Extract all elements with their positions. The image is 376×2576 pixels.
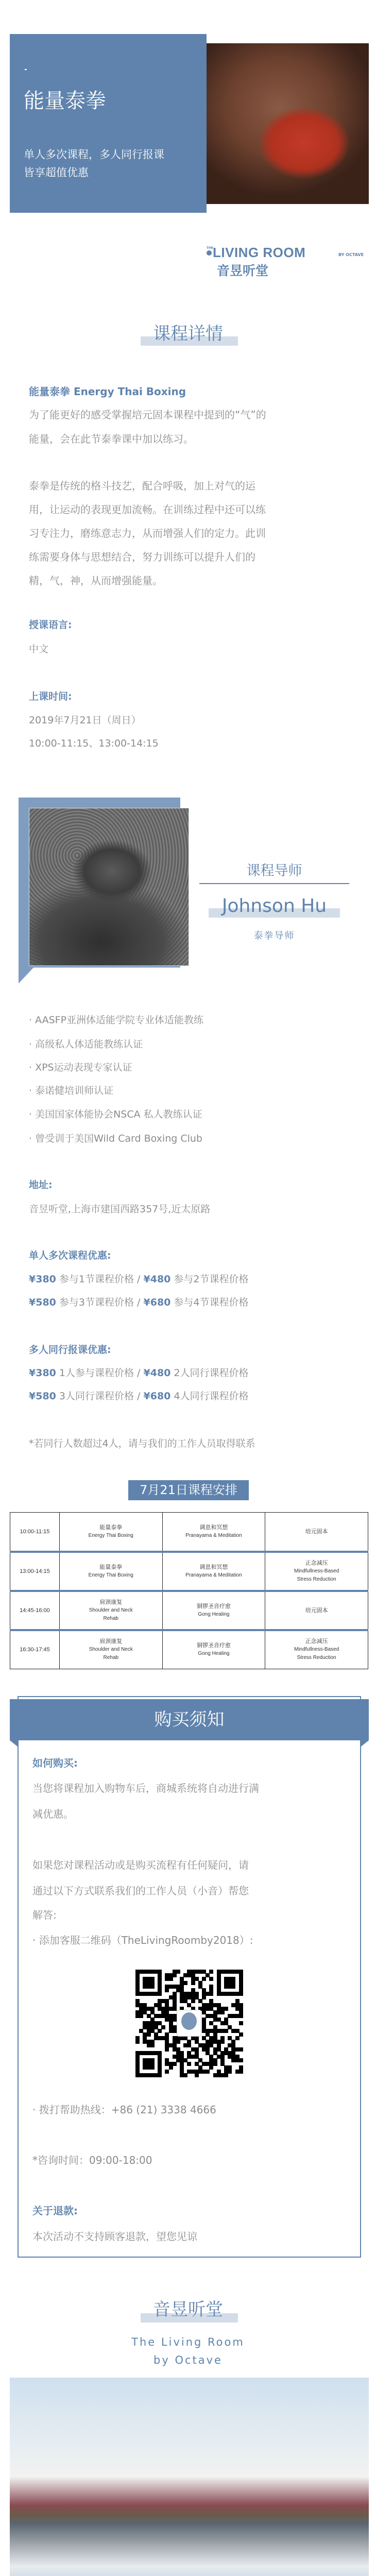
venue-title: 音昱听堂 — [153, 2299, 223, 2320]
schedule-cell — [162, 1552, 265, 1591]
qr-module — [239, 2058, 243, 2062]
qr-module — [239, 1992, 243, 1996]
class-date: 2019年7月21日（周日） — [29, 715, 141, 726]
qr-module — [150, 2065, 155, 2070]
qr-module — [176, 1970, 180, 1974]
hero-title: 能量泰拳 — [24, 89, 106, 113]
qr-module — [165, 1988, 169, 1992]
class-name-zh: 铜锣圣音疗愈 — [196, 1642, 231, 1649]
schedule-time: 14:45-16:00 — [10, 1591, 60, 1630]
refund-text: 本次活动不支持顾客退款，望您见谅 — [32, 2230, 197, 2243]
class-name-en: Mindfullness-Based — [294, 1568, 339, 1574]
course-desc-1: 泰拳是传统的格斗技艺，配合呼吸，加上对气的运 — [29, 480, 255, 492]
course-name: 能量泰拳 Energy Thai Boxing — [29, 385, 186, 398]
hero-dash: - — [24, 65, 27, 74]
qr-module — [224, 2007, 228, 2011]
course-desc-5: 精，气，神，从而增强能量。 — [29, 574, 163, 587]
coach-heading: 课程导师 — [246, 863, 302, 879]
single-discount-label: 单人多次课程优惠: — [29, 1250, 111, 1261]
qr-module — [135, 2040, 140, 2044]
credential-item: · XPS运动表现专家认证 — [29, 1062, 132, 1073]
wechat-qr-code-icon[interactable] — [135, 1970, 243, 2077]
contact-line: 通过以下方式联系我们的工作人员（小音）帮您 — [32, 1885, 249, 1897]
course-intro-2: 能量，会在此节泰拳课中加以练习。 — [29, 433, 194, 445]
qr-center-logo-icon — [177, 2010, 201, 2037]
logo-name: LIVING ROOM — [213, 245, 306, 260]
qr-module — [139, 2014, 143, 2018]
group-note: *若同行人数超过4人，请与我们的工作人员取得联系 — [29, 1438, 255, 1449]
course-desc-4: 练需要身体与思想结合，努力训练可以提升人们的 — [29, 551, 255, 563]
venue-en-2: by Octave — [153, 2354, 223, 2366]
qr-module — [191, 1981, 195, 1985]
class-name-zh: 调息和冥想 — [199, 1524, 228, 1531]
how-to-buy-line: 当您将课程加入购物车后，商城系统将自动进行满 — [32, 1782, 259, 1794]
qr-module — [209, 2065, 213, 2070]
qr-module — [165, 2047, 169, 2052]
credential-item: · 曾受训于美国Wild Card Boxing Club — [29, 1133, 202, 1144]
schedule-time: 10:00-11:15 — [10, 1513, 60, 1552]
qr-module — [158, 2029, 162, 2033]
language-label: 授课语言: — [29, 619, 72, 631]
consult-hours: *咨询时间：09:00-18:00 — [32, 2154, 152, 2166]
qr-module — [231, 1985, 235, 1989]
class-name-en: Rehab — [103, 1655, 118, 1661]
schedule-cell — [59, 1630, 162, 1669]
coach-frame-corner — [19, 967, 34, 984]
schedule-cell — [265, 1591, 368, 1630]
schedule-title: 7月21日课程安排 — [128, 1480, 249, 1500]
qr-module — [176, 2040, 180, 2044]
credential-item: · 美国国家体能协会NSCA 私人教练认证 — [29, 1109, 202, 1120]
schedule-table — [10, 1512, 368, 1669]
contact-line: 如果您对课程活动或是购买流程有任何疑问，请 — [32, 1859, 249, 1871]
schedule-cell — [265, 1513, 368, 1552]
qr-module — [183, 2073, 187, 2077]
refund-label: 关于退款: — [32, 2205, 78, 2217]
class-name-zh: 培元固本 — [305, 1528, 328, 1535]
logo-by: BY OCTAVE — [338, 252, 364, 257]
coach-photo — [29, 808, 189, 966]
price-row — [29, 1390, 351, 1402]
qr-module — [158, 2073, 162, 2077]
logo-the: THE — [207, 246, 214, 250]
purchase-header-wing-right — [361, 1740, 369, 1747]
course-section-title: 课程详情 — [153, 324, 223, 344]
qr-module — [239, 2070, 243, 2074]
qr-module — [147, 2032, 151, 2037]
time-label: 上课时间: — [29, 691, 72, 702]
class-name-en: Gong Healing — [198, 1611, 230, 1617]
qr-module — [224, 2029, 228, 2033]
language-value: 中文 — [29, 643, 49, 655]
class-name-zh: 调息和冥想 — [199, 1564, 228, 1570]
price: ¥580 — [29, 1391, 56, 1402]
price: ¥480 — [143, 1367, 171, 1379]
class-name-zh: 肩颈康复 — [99, 1599, 123, 1605]
schedule-cell — [162, 1630, 265, 1669]
schedule-cell — [265, 1630, 368, 1669]
class-name-zh: 能量泰拳 — [99, 1524, 123, 1531]
price: ¥480 — [143, 1274, 171, 1285]
qr-module — [150, 1985, 155, 1989]
price-desc: 2人同行课程价格 — [170, 1367, 249, 1379]
qr-module — [209, 1992, 213, 1996]
qr-module — [224, 2073, 228, 2077]
qr-module — [183, 1981, 187, 1985]
qr-module — [239, 2032, 243, 2037]
qr-bullet: · 添加客服二维码（TheLivingRoomby2018）: — [32, 1934, 253, 1946]
qr-module — [150, 2043, 155, 2047]
class-name-en: Shoulder and Neck — [89, 1607, 133, 1613]
hero-subtitle-1: 单人多次课程，多人同行报课 — [24, 148, 164, 161]
coach-role: 泰拳导师 — [253, 930, 295, 941]
qr-module — [161, 2025, 165, 2029]
class-name-zh: 能量泰拳 — [99, 1564, 123, 1570]
schedule-cell — [162, 1591, 265, 1630]
course-desc-3: 习专注力，磨练意志力，从而增强人们的定力。此训 — [29, 527, 266, 539]
schedule-cell — [265, 1552, 368, 1591]
price-desc: 4人同行课程价格 — [170, 1391, 249, 1402]
schedule-row — [10, 1513, 368, 1552]
qr-module — [228, 2070, 232, 2074]
schedule-cell — [59, 1591, 162, 1630]
class-name-zh: 肩颈康复 — [99, 1638, 123, 1645]
price-row — [29, 1273, 351, 1285]
how-to-buy-line: 减优惠。 — [32, 1808, 74, 1820]
qr-module — [213, 2062, 217, 2066]
qr-module — [239, 2021, 243, 2025]
class-name-en: Stress Reduction — [297, 1576, 336, 1582]
qr-module — [202, 1995, 206, 1999]
class-name-en: Shoulder and Neck — [89, 1647, 133, 1653]
class-name-en: Mindfullness-Based — [294, 1647, 339, 1653]
qr-module — [209, 1970, 213, 1974]
qr-module — [165, 2070, 169, 2074]
schedule-cell — [59, 1513, 162, 1552]
qr-module — [169, 2065, 173, 2070]
price: ¥580 — [29, 1297, 56, 1308]
logo-emblem-icon — [207, 250, 212, 256]
address-value: 音昱听堂,上海市建国西路357号,近太原路 — [29, 1204, 211, 1215]
qr-module — [202, 1977, 206, 1981]
class-name-en: Energy Thai Boxing — [88, 1532, 133, 1538]
courtyard-pool-photo — [10, 2378, 369, 2576]
contact-line: 解答: — [32, 1909, 57, 1921]
credential-item: · 泰诺健培训师认证 — [29, 1085, 114, 1096]
schedule-time: 16:30-17:45 — [10, 1630, 60, 1669]
schedule-cell — [162, 1513, 265, 1552]
purchase-title: 购买须知 — [10, 1699, 369, 1740]
qr-module — [173, 1973, 177, 1977]
price-desc: 3人同行课程价格 / — [56, 1391, 144, 1402]
hero-subtitle-2: 皆享超值优惠 — [24, 166, 89, 179]
qr-module — [173, 2062, 177, 2066]
qr-module — [173, 2029, 177, 2033]
brand-logo — [207, 245, 371, 281]
course-intro-1: 为了能更好的感受掌握培元固本课程中提到的“气”的 — [29, 409, 266, 421]
price: ¥380 — [29, 1367, 56, 1379]
qr-module — [187, 2062, 191, 2066]
credential-item: · AASFP亚洲体适能学院专业体适能教练 — [29, 1014, 204, 1026]
qr-module — [191, 1999, 195, 2003]
logo-chinese: 音昱听堂 — [217, 263, 269, 278]
class-name-en: Gong Healing — [198, 1651, 230, 1657]
qr-module — [195, 2073, 199, 2077]
class-name-zh: 正念减压 — [305, 1638, 328, 1645]
class-name-zh: 铜锣圣音疗愈 — [196, 1603, 231, 1609]
price-row — [29, 1367, 351, 1379]
class-name-zh: 培元固本 — [305, 1607, 328, 1614]
price-desc: 参与4节课程价格 — [170, 1297, 249, 1308]
class-name-en: Pranayama & Meditation — [185, 1532, 242, 1538]
schedule-cell — [59, 1552, 162, 1591]
price-desc: 参与2节课程价格 — [170, 1274, 249, 1285]
schedule-row — [10, 1630, 368, 1669]
qr-module — [173, 2018, 177, 2022]
brand-emblem-icon — [181, 2012, 197, 2030]
group-discount-label: 多人同行报课优惠: — [29, 1344, 111, 1355]
qr-module — [209, 1977, 213, 1981]
qr-module — [235, 2036, 240, 2040]
hero-panel — [10, 34, 207, 213]
purchase-header-wing-left — [10, 1740, 18, 1747]
qr-module — [158, 1992, 162, 1996]
course-desc-2: 用，让运动的表现更加流畅。在训练过程中还可以练 — [29, 503, 266, 516]
price-desc: 参与3节课程价格 / — [56, 1297, 144, 1308]
price-desc: 参与1节课程价格 / — [56, 1274, 144, 1285]
boxing-hands-photo — [207, 43, 369, 204]
schedule-time: 13:00-14:15 — [10, 1552, 60, 1591]
coach-divider — [199, 883, 349, 884]
credential-item: · 高级私人体适能教练认证 — [29, 1039, 143, 1050]
class-times: 10:00-11:15、13:00-14:15 — [29, 738, 159, 749]
coach-name: Johnson Hu — [221, 895, 327, 917]
price: ¥680 — [143, 1297, 171, 1308]
venue-en-1: The Living Room — [131, 2336, 245, 2348]
class-name-en: Rehab — [103, 1615, 118, 1621]
how-to-buy-label: 如何购买: — [32, 1757, 78, 1769]
price: ¥380 — [29, 1274, 56, 1285]
qr-module — [239, 2047, 243, 2052]
class-name-en: Energy Thai Boxing — [88, 1572, 133, 1578]
qr-module — [169, 1977, 173, 1981]
schedule-row — [10, 1552, 368, 1591]
price: ¥680 — [143, 1391, 171, 1402]
qr-module — [206, 2070, 210, 2074]
qr-module — [239, 2014, 243, 2018]
qr-module — [220, 2040, 225, 2044]
address-label: 地址: — [29, 1179, 53, 1191]
qr-module — [220, 2010, 225, 2014]
schedule-row — [10, 1591, 368, 1630]
class-name-en: Stress Reduction — [297, 1655, 336, 1661]
class-name-zh: 正念减压 — [305, 1560, 328, 1566]
price-row — [29, 1296, 351, 1309]
hotline[interactable]: · 拨打帮助热线：+86 (21) 3338 4666 — [32, 2104, 216, 2116]
class-name-en: Pranayama & Meditation — [185, 1572, 242, 1578]
qr-module — [173, 2007, 177, 2011]
price-desc: 1人参与课程价格 / — [56, 1367, 144, 1379]
